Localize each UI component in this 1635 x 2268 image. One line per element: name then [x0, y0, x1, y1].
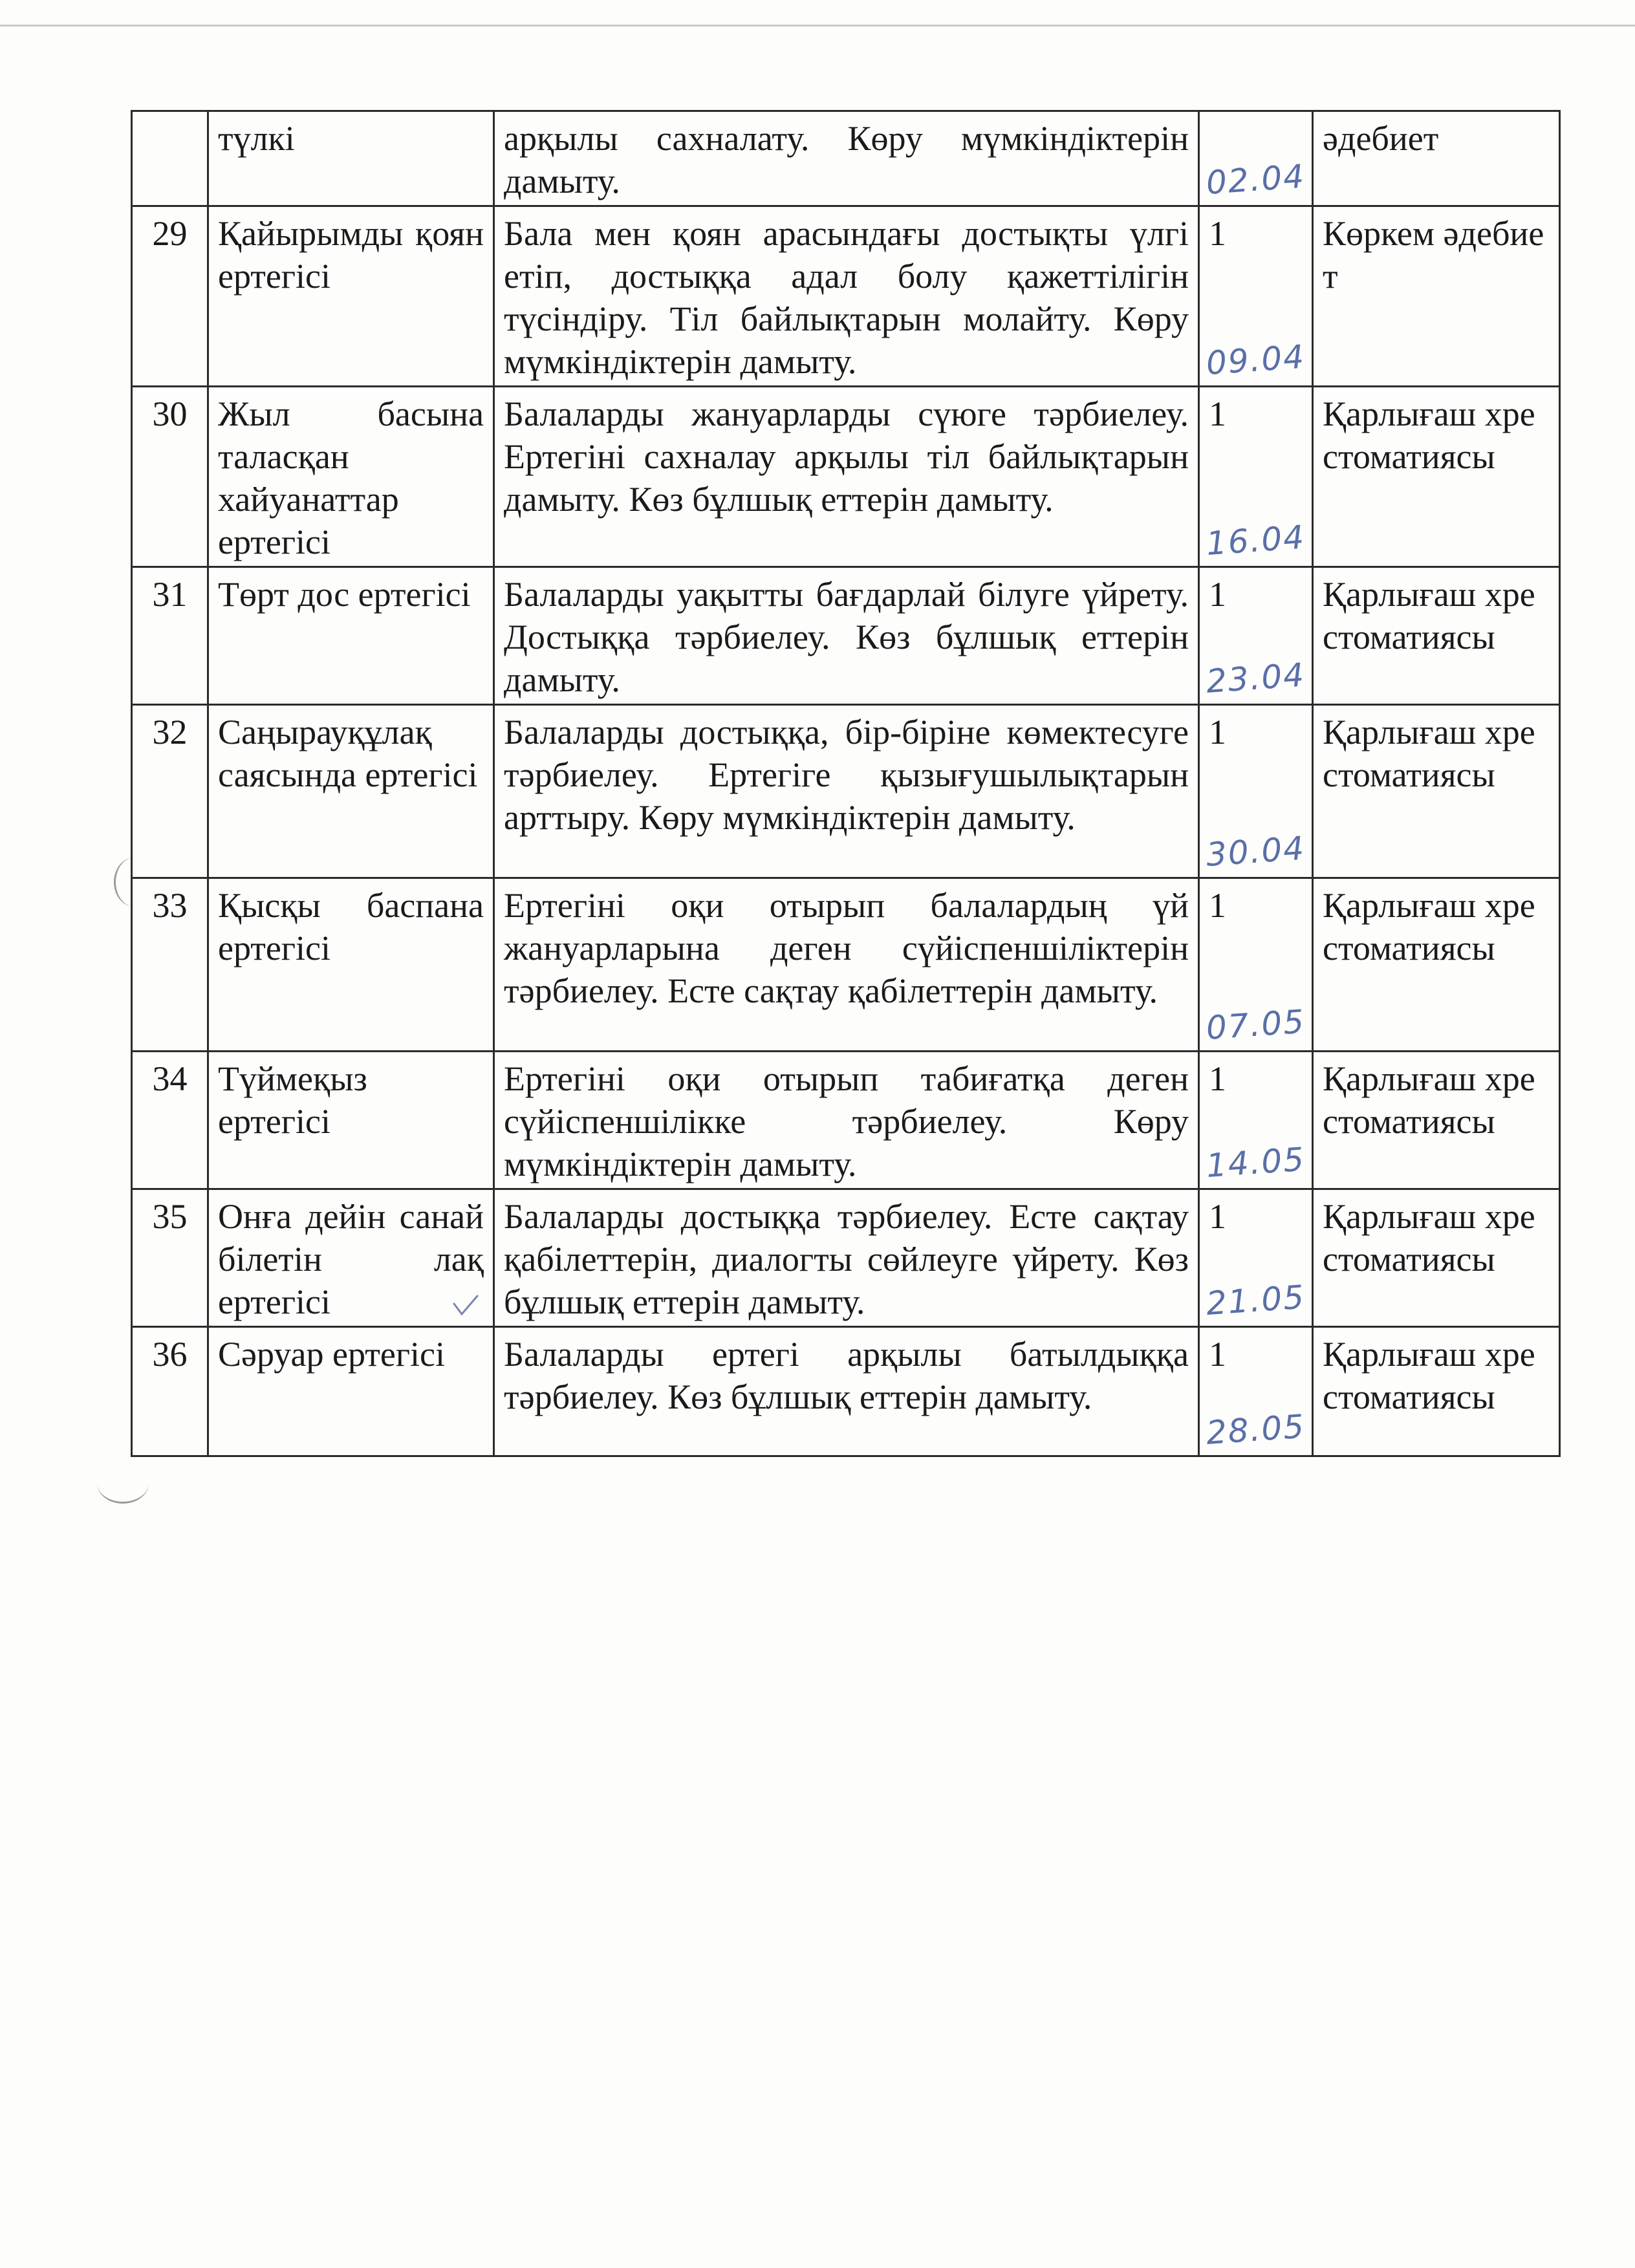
lesson-source: Көркем әдебиет	[1313, 206, 1560, 387]
lesson-source: Қарлығаш хрестоматиясы	[1313, 705, 1560, 878]
hours-count: 1	[1209, 214, 1226, 253]
lesson-plan-table	[131, 110, 1561, 1457]
row-number	[132, 111, 208, 206]
lesson-source: Қарлығаш хрестоматиясы	[1313, 1189, 1560, 1327]
lesson-topic: түлкі	[208, 111, 494, 206]
lesson-source: Қарлығаш хрестоматиясы	[1313, 567, 1560, 705]
hours-cell	[1199, 705, 1313, 878]
hours-cell	[1199, 206, 1313, 387]
lesson-topic: Түймеқыз ертегісі	[208, 1052, 494, 1189]
table-row	[132, 1189, 1560, 1327]
table-row	[132, 567, 1560, 705]
lesson-topic: Қайырымды қоян ертегісі	[208, 206, 494, 387]
handwritten-date: 21.05	[1205, 1278, 1306, 1323]
hours-cell	[1199, 1189, 1313, 1327]
hours-count: 1	[1209, 575, 1226, 614]
lesson-topic: Жыл басына таласқан хайуанаттар ертегісі	[208, 387, 494, 567]
handwritten-date: 23.04	[1205, 656, 1306, 700]
hours-count: 1	[1209, 1059, 1226, 1098]
lesson-source: Қарлығаш хрестоматиясы	[1313, 387, 1560, 567]
handwritten-date: 16.04	[1205, 518, 1306, 563]
lesson-goal: Ертегіні оқи отырып табиғатқа деген сүйіспеншілікке тәрбиелеу. Көру мүмкіндіктерін дамыту.	[494, 1052, 1199, 1189]
lesson-topic: Сәруар ертегісі	[208, 1327, 494, 1456]
row-number: 30	[132, 387, 208, 567]
lesson-topic-text: Онға дейін санай білетін лақ ертегісі	[218, 1197, 484, 1321]
hours-cell	[1199, 1052, 1313, 1189]
hours-count: 1	[1209, 886, 1226, 925]
lesson-goal: Балаларды ертегі арқылы батылдыққа тәрбиелеу. Көз бұлшық еттерін дамыту.	[494, 1327, 1199, 1456]
table-row	[132, 1052, 1560, 1189]
table-row	[132, 1327, 1560, 1456]
hours-count: 1	[1209, 394, 1226, 433]
lesson-topic: Саңырауқұлақ саясында ертегісі	[208, 705, 494, 878]
row-number: 33	[132, 878, 208, 1052]
handwritten-date: 30.04	[1205, 829, 1306, 874]
check-mark-icon	[453, 1295, 479, 1317]
handwritten-date: 07.05	[1205, 1002, 1306, 1047]
hours-cell	[1199, 1327, 1313, 1456]
handwritten-date: 09.04	[1205, 338, 1306, 382]
table-row	[132, 206, 1560, 387]
handwritten-date: 28.05	[1205, 1407, 1306, 1452]
hours-cell	[1199, 878, 1313, 1052]
lesson-topic: Қысқы баспана ертегісі	[208, 878, 494, 1052]
lesson-goal: Балаларды достыққа тәрбиелеу. Есте сақтау қабілеттерін, диалогты сөйлеуге үйрету. Көз бұлшық еттерін дамыту.	[494, 1189, 1199, 1327]
table-row	[132, 878, 1560, 1052]
handwritten-date: 02.04	[1205, 157, 1306, 202]
lesson-topic	[208, 1189, 494, 1327]
hours-cell	[1199, 111, 1313, 206]
row-number: 35	[132, 1189, 208, 1327]
hours-count: 1	[1209, 713, 1226, 751]
row-number: 34	[132, 1052, 208, 1189]
scan-top-edge	[0, 25, 1635, 27]
lesson-source: Қарлығаш хрестоматиясы	[1313, 878, 1560, 1052]
hours-cell	[1199, 567, 1313, 705]
punch-hole-mark	[97, 1463, 149, 1504]
hours-count: 1	[1209, 1197, 1226, 1236]
lesson-source: Қарлығаш хрестоматиясы	[1313, 1052, 1560, 1189]
table-row	[132, 705, 1560, 878]
row-number: 32	[132, 705, 208, 878]
row-number: 29	[132, 206, 208, 387]
lesson-goal: арқылы сахналату. Көру мүмкіндіктерін дамыту.	[494, 111, 1199, 206]
lesson-source: әдебиет	[1313, 111, 1560, 206]
lesson-goal: Балаларды достыққа, бір-біріне көмектесуге тәрбиелеу. Ертегіге қызығушылықтарын арттыру. Көру мүмкіндіктерін дамыту.	[494, 705, 1199, 878]
hours-cell	[1199, 387, 1313, 567]
table-row	[132, 111, 1560, 206]
row-number: 31	[132, 567, 208, 705]
lesson-goal: Бала мен қоян арасындағы достықты үлгі етіп, достыққа адал болу қажеттілігін түсіндіру. Тіл байлықтарын молайту. Көру мүмкіндіктерін дамыту.	[494, 206, 1199, 387]
table-row	[132, 387, 1560, 567]
hours-count: 1	[1209, 1335, 1226, 1374]
lesson-goal: Ертегіні оқи отырып балалардың үй жануарларына деген сүйіспеншіліктерін тәрбиелеу. Есте сақтау қабілеттерін дамыту.	[494, 878, 1199, 1052]
lesson-topic: Төрт дос ертегісі	[208, 567, 494, 705]
handwritten-date: 14.05	[1205, 1140, 1306, 1185]
lesson-source: Қарлығаш хрестоматиясы	[1313, 1327, 1560, 1456]
row-number: 36	[132, 1327, 208, 1456]
lesson-goal: Балаларды уақытты бағдарлай білуге үйрету. Достыққа тәрбиелеу. Көз бұлшық еттерін дамыту.	[494, 567, 1199, 705]
lesson-goal: Балаларды жануарларды сүюге тәрбиелеу. Ертегіні сахналау арқылы тіл байлықтарын дамыту. Көз бұлшық еттерін дамыту.	[494, 387, 1199, 567]
